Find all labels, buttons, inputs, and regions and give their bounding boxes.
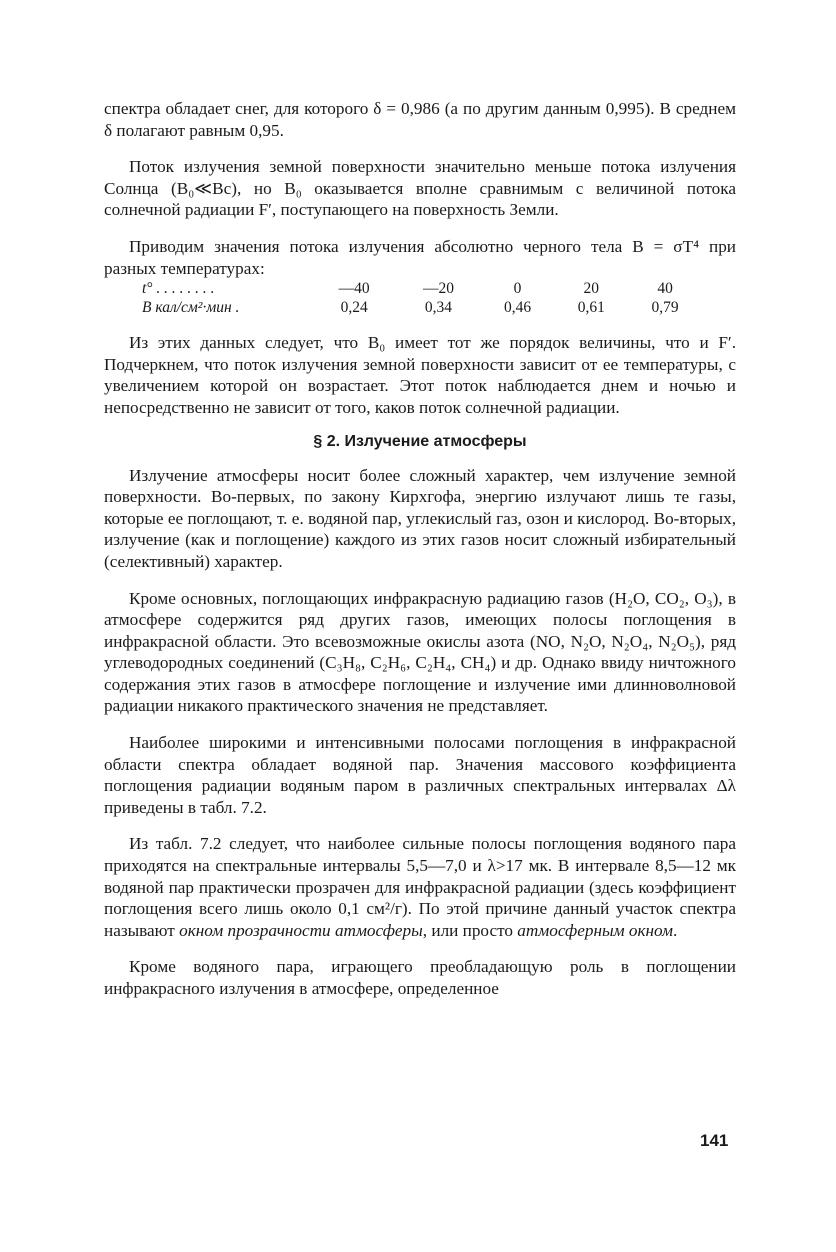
row-label-flux: B кал/см²·мин . xyxy=(142,298,240,316)
table-cell: —40 xyxy=(338,279,370,297)
table-row xyxy=(142,298,702,317)
table-cell: —20 xyxy=(422,279,454,297)
radiation-table xyxy=(142,279,702,317)
table-cell: 40 xyxy=(657,279,673,297)
paragraph: Поток излучения земной поверхности значительно меньше потока излучения Солнца (B₀≪Bс), но B₀ оказывается вполне сравнимым с величиной потока солнечной радиации F′, поступающего на поверхность Земли. xyxy=(104,157,736,220)
text-run: . xyxy=(672,920,678,940)
paragraph: Кроме водяного пара, играющего преобладающую роль в поглощении инфракрасного излучения в атмосфере, определенное xyxy=(104,957,736,998)
table-cell: 20 xyxy=(583,279,600,297)
table-cell: 0,61 xyxy=(577,298,605,316)
table-cell: 0,24 xyxy=(340,298,368,316)
table-cell: 0,79 xyxy=(651,298,679,316)
paragraph: Из этих данных следует, что B₀ имеет тот же порядок величины, что и F′. Подчеркнем, что поток излучения земной поверхности зависит от ее температуры, с увеличением которой он возрастает. Этот поток наблюдается днем и ночью и непосредственно не зависит от того, каков поток солнечной радиации. xyxy=(104,333,736,417)
row-label-temperature: t° . . . . . . . . xyxy=(142,279,215,297)
table-cell: 0,34 xyxy=(424,298,453,316)
paragraph: Кроме основных, поглощающих инфракрасную радиацию газов (H₂O, CO₂, O₃), в атмосфере содержится ряд других газов, имеющих полосы поглощения в инфракрасной области. Это всевозможные окислы азота (NO, N₂O, N₂O₄, N₂O₅), ряд углеводородных соединений (C₃H₈, C₂H₆, C₂H₄, CH₄) и др. Однако ввиду ничтожного содержания этих газов в атмосфере поглощение и излучение ими длинноволновой радиации никакого практического значения не представляет. xyxy=(104,588,736,716)
paragraph xyxy=(104,833,736,941)
text-run: Из табл. 7.2 следует, что наиболее сильные полосы поглощения водяного пара приходятся на спектральные интервалы 5,5—7,0 и λ>17 мк. В интервале 8,5—12 мк водяной пар практически прозрачен для инфракрасной радиации (здесь коэффициент поглощения всего лишь около 0,1 см²/г). По этой причине данный участок спектра называют xyxy=(104,834,736,940)
paragraph: Приводим значения потока излучения абсолютно черного тела B = σT⁴ при разных температурах: xyxy=(104,236,736,278)
table-cell: 0 xyxy=(513,279,522,297)
paragraph: спектра обладает снег, для которого δ = 0,986 (а по другим данным 0,995). В среднем δ полагают равным 0,95. xyxy=(104,99,736,140)
paragraph: Излучение атмосферы носит более сложный характер, чем излучение земной поверхности. Во-первых, по закону Кирхгофа, энергию излучают лишь те газы, которые ее поглощают, т. е. водяной пар, углекислый газ, озон и кислород. Во-вторых, излучение (как и поглощение) каждого из этих газов носит сложный избирательный (селективный) характер. xyxy=(104,465,736,571)
page-number: 141 xyxy=(700,1131,729,1150)
text-run: , или просто xyxy=(422,920,518,940)
paragraph: Наиболее широкими и интенсивными полосами поглощения в инфракрасной области спектра обладает водяной пар. Значения массового коэффициента поглощения радиации водяным паром в различных спектральных интервалах Δλ приведены в табл. 7.2. xyxy=(104,733,736,817)
table-row xyxy=(142,279,702,298)
page-body xyxy=(104,98,736,1000)
term-atmospheric-window: атмосферным окном xyxy=(517,920,673,940)
section-heading: § 2. Излучение атмосферы xyxy=(313,432,527,450)
term-transparency-window: окном прозрачности атмосферы xyxy=(179,920,423,940)
table-cell: 0,46 xyxy=(503,298,532,316)
